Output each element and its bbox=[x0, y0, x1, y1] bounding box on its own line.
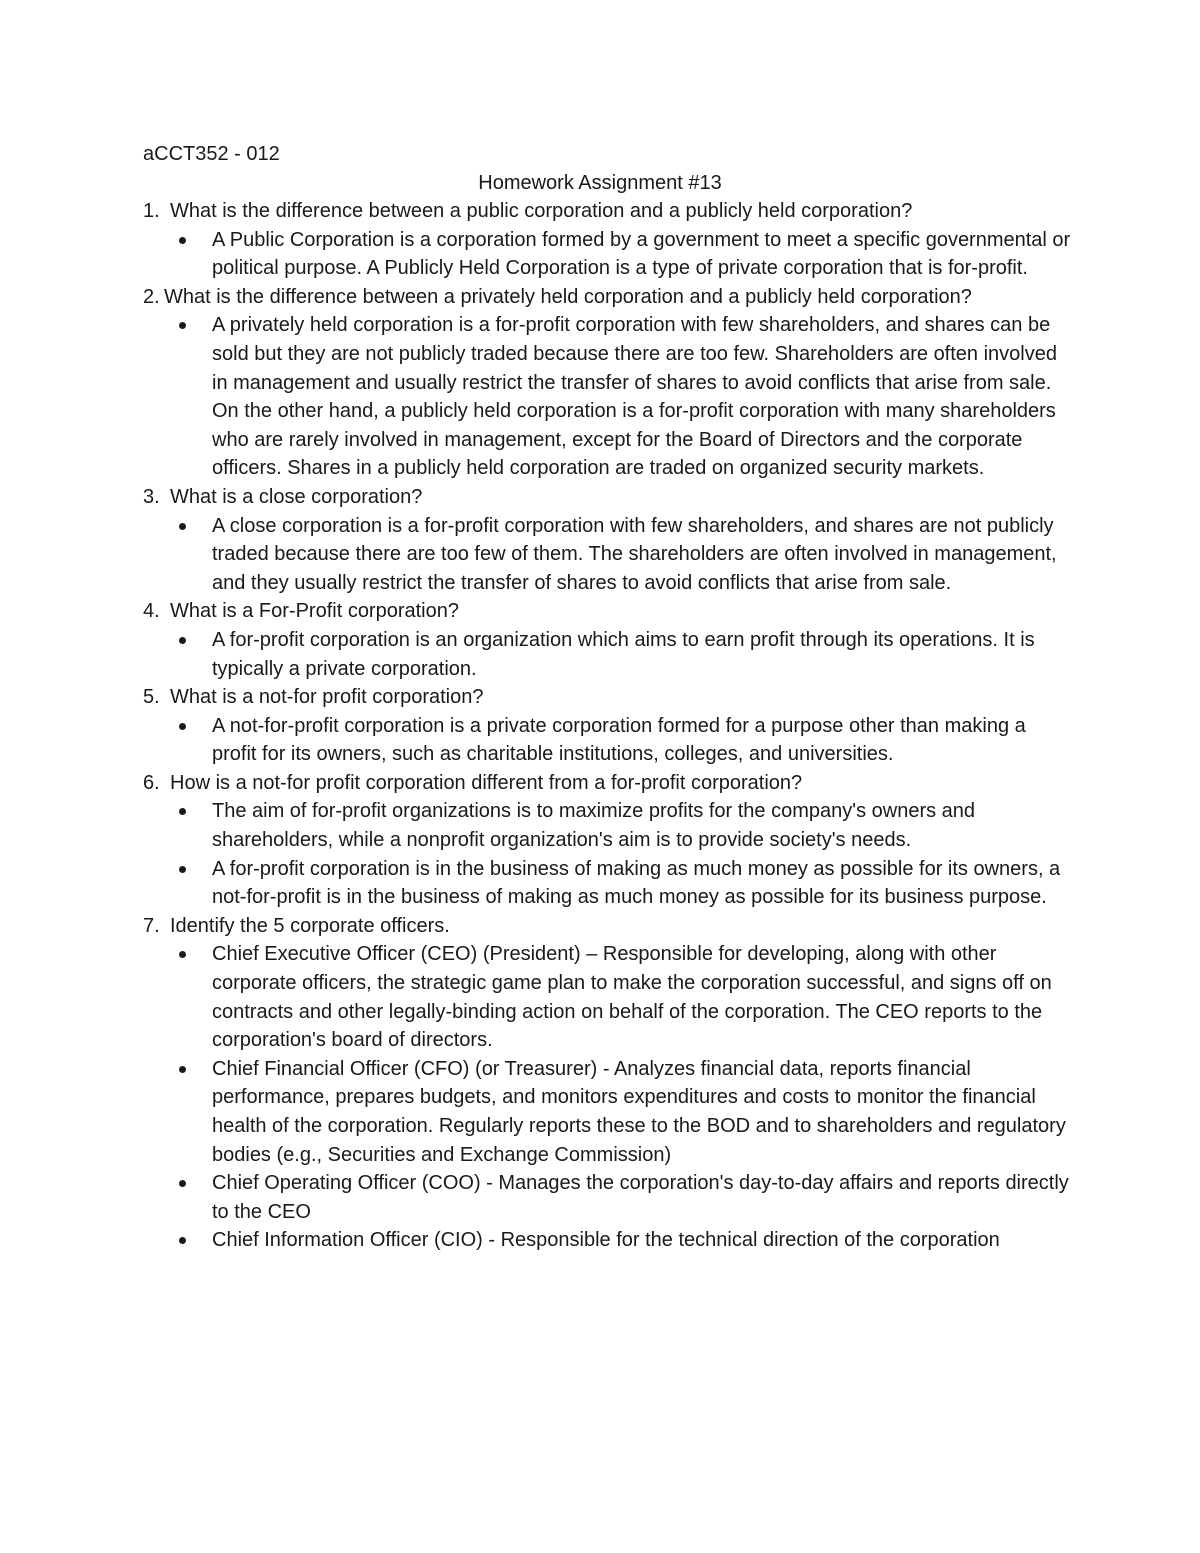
answer-bullet bbox=[143, 226, 1072, 283]
answer-text: A not-for-profit corporation is a private corporation formed for a purpose other than making a profit for its owners, such as charitable institutions, colleges, and universities. bbox=[212, 714, 1026, 766]
bullet-icon bbox=[179, 322, 186, 329]
question-text: What is the difference between a privately held corporation and a publicly held corporation? bbox=[164, 285, 972, 308]
answer-bullet bbox=[143, 1169, 1072, 1226]
answer-text: Chief Financial Officer (CFO) (or Treasurer) - Analyzes financial data, reports financial performance, prepares budgets, and monitors expenditures and costs to monitor the financial health of the corporation. Regularly reports these to the BOD and to shareholders and regulatory bodies (e.g., Securities and Exchange Commission) bbox=[212, 1057, 1066, 1166]
bullet-icon bbox=[179, 523, 186, 530]
bullet-icon bbox=[179, 866, 186, 873]
answer-bullet bbox=[143, 712, 1072, 769]
question-4 bbox=[143, 597, 1073, 626]
question-list bbox=[143, 197, 1073, 1255]
question-text: Identify the 5 corporate officers. bbox=[170, 914, 450, 937]
bullet-icon bbox=[179, 637, 186, 644]
question-number: 4. bbox=[143, 600, 160, 623]
bullet-icon bbox=[179, 1180, 186, 1187]
question-number: 5. bbox=[143, 686, 160, 709]
bullet-icon bbox=[179, 723, 186, 730]
bullet-icon bbox=[179, 1066, 186, 1073]
question-number: 3. bbox=[143, 485, 160, 508]
answer-text: The aim of for-profit organizations is to maximize profits for the company's owners and shareholders, while a nonprofit organization's aim is to provide society's needs. bbox=[212, 800, 976, 852]
answer-text: A Public Corporation is a corporation formed by a government to meet a specific governmental or political purpose. A Publicly Held Corporation is a type of private corporation that is for-profit. bbox=[212, 228, 1071, 280]
answer-bullet bbox=[143, 311, 1072, 483]
question-number: 7. bbox=[143, 914, 160, 937]
question-5 bbox=[143, 683, 1073, 712]
page-title: Homework Assignment #13 bbox=[478, 172, 722, 194]
answer-text: A privately held corporation is a for-profit corporation with few shareholders, and shares can be sold but they are not publicly traded because there are too few. Shareholders are often involved in management and usually restrict the transfer of shares to avoid conflicts that arise from sale. On the other hand, a publicly held corporation is a for-profit corporation with many shareholders who are rarely involved in management, except for the Board of Directors and the corporate officers. Shares in a publicly held corporation are traded on organized security markets. bbox=[212, 314, 1057, 480]
bullet-icon bbox=[179, 237, 186, 244]
answer-text: Chief Operating Officer (COO) - Manages the corporation's day-to-day affairs and reports directly to the CEO bbox=[212, 1172, 1069, 1223]
answer-text: A for-profit corporation is in the business of making as much money as possible for its owners, a not-for-profit is in the business of making as much money as possible for its business purpose. bbox=[212, 857, 1061, 909]
answer-text: Chief Executive Officer (CEO) (President) – Responsible for developing, along with other corporate officers, the strategic game plan to make the corporation successful, and signs off on contracts and other legally-binding action on behalf of the corporation. The CEO reports to the corporation's board of directors. bbox=[212, 943, 1052, 1052]
question-number: 2. bbox=[143, 285, 160, 308]
question-text: What is a not-for profit corporation? bbox=[170, 686, 484, 709]
answer-bullet bbox=[143, 940, 1072, 1054]
answer-bullet bbox=[143, 626, 1072, 683]
answer-text: Chief Information Officer (CIO) - Responsible for the technical direction of the corporation bbox=[212, 1229, 1000, 1252]
question-text: What is the difference between a public corporation and a publicly held corporation? bbox=[170, 200, 913, 222]
answer-text: A for-profit corporation is an organization which aims to earn profit through its operations. It is typically a private corporation. bbox=[212, 628, 1035, 680]
question-text: What is a For-Profit corporation? bbox=[170, 600, 459, 623]
answer-bullet bbox=[143, 855, 1072, 912]
question-6 bbox=[143, 769, 1073, 798]
question-7 bbox=[143, 912, 1073, 941]
answer-bullet bbox=[143, 512, 1072, 598]
bullet-icon bbox=[179, 1237, 186, 1244]
question-text: How is a not-for profit corporation different from a for-profit corporation? bbox=[170, 771, 803, 794]
question-number: 6. bbox=[143, 771, 160, 794]
answer-bullet bbox=[143, 797, 1072, 854]
bullet-icon bbox=[179, 808, 186, 815]
answer-bullet bbox=[143, 1226, 1072, 1255]
question-2 bbox=[143, 283, 1073, 312]
question-1 bbox=[143, 197, 1073, 226]
question-3 bbox=[143, 483, 1073, 512]
course-code: aCCT352 - 012 bbox=[143, 143, 280, 165]
answer-bullet bbox=[143, 1055, 1072, 1169]
question-text: What is a close corporation? bbox=[170, 485, 423, 508]
bullet-icon bbox=[179, 951, 186, 958]
answer-text: A close corporation is a for-profit corporation with few shareholders, and shares are not publicly traded because there are too few of them. The shareholders are often involved in management, and they usually restrict the transfer of shares to avoid conflicts that arise from sale. bbox=[212, 514, 1057, 594]
question-number: 1. bbox=[143, 200, 160, 222]
